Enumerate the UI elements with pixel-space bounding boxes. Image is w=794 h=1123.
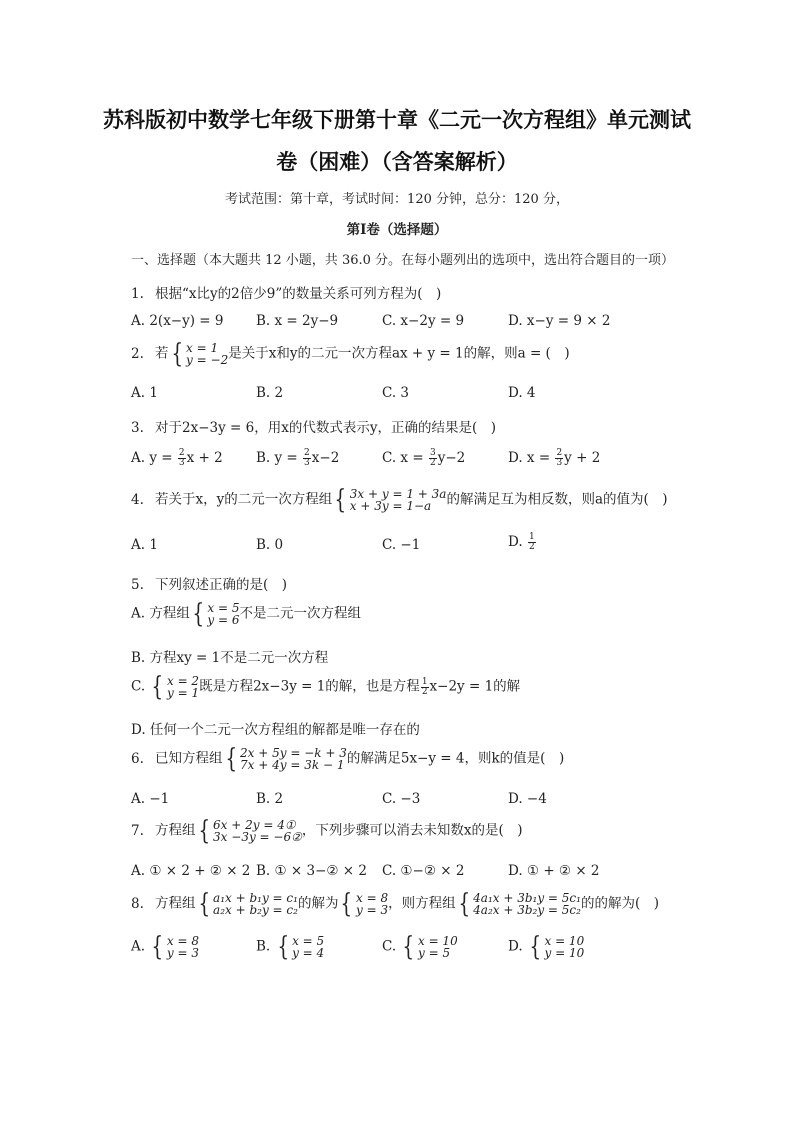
option-b[interactable]: B. y = $\frac{2}{3}$ x−2 [256, 448, 340, 468]
equation-system: { 4a₁x + 3b₁y = 5c₁ 4a₂x + 3b₂y = 5c₂ [458, 889, 581, 919]
equation-system: { 6x + 2y = 4① 3x −3y = −6② [197, 816, 302, 846]
question-number: 1. [131, 286, 144, 302]
option-a[interactable]: A. −1 [131, 791, 170, 807]
section-heading: 一、选择题（本大题共 12 小题，共 36.0 分。在每小题列出的选项中，选出符合题目的一项） [131, 253, 675, 268]
question-stem-suffix: 是关于x和y的二元一次方程ax + y = 1的解，则a = ( ) [228, 345, 570, 362]
equation-system: { x = 8 y = 3 [151, 932, 199, 962]
option-b[interactable]: B. x = 2y−9 [256, 313, 339, 329]
equation-system: { x = 2 y = 1 [151, 672, 200, 702]
question-stem-suffix: 的解满足互为相反数，则a的值为( ) [446, 491, 668, 508]
question-number: 4. [131, 491, 144, 508]
question-stem-prefix: 若关于x，y的二元一次方程组 [155, 491, 333, 508]
option-c[interactable]: C. ①−② × 2 [382, 863, 465, 879]
option-a[interactable]: A. 方程组 { x = 5 y = 6 不是二元一次方程组 [131, 599, 361, 629]
option-a[interactable]: A. { x = 8 y = 3 [131, 932, 199, 962]
question-1 [131, 282, 441, 302]
option-d[interactable]: D. 4 [508, 385, 536, 401]
question-number: 6. [131, 750, 144, 767]
option-a[interactable]: A. ① × 2 + ② × 2 [131, 863, 251, 879]
question-stem: 下列叙述正确的是( ) [155, 577, 288, 593]
question-stem-prefix: 已知方程组 [155, 750, 223, 767]
equation-system: { x = 5 y = 4 [276, 932, 325, 962]
option-b[interactable]: B. 方程xy = 1不是二元一次方程 [131, 650, 329, 666]
fraction: $\frac{2}{3}$ [304, 448, 310, 468]
equation-system: { 3x + y = 1 + 3a x + 3y = 1−a [334, 485, 447, 515]
equation-row: 3x + y = 1 + 3a [349, 487, 447, 501]
exam-info: 考试范围：第十章，考试时间：120 分钟，总分：120 分， [225, 192, 569, 207]
option-d[interactable]: D. ① + ② × 2 [508, 863, 600, 879]
option-a[interactable]: A. 1 [131, 537, 158, 553]
question-3 [131, 416, 496, 436]
question-number: 3. [131, 420, 144, 436]
question-number: 7. [131, 822, 144, 839]
question-stem: 对于2x−3y = 6，用x的代数式表示y，正确的结果是( ) [155, 420, 496, 436]
option-b[interactable]: B. 2 [256, 385, 284, 401]
question-stem-suffix: ，下列步骤可以消去未知数x的是( ) [301, 822, 523, 839]
option-b[interactable]: B. { x = 5 y = 4 [256, 932, 325, 962]
equation-system: { a₁x + b₁y = c₁ a₂x + b₂y = c₂ [197, 889, 298, 919]
question-number: 8. [131, 895, 144, 912]
equation-system: { x = 8 y = 3 [340, 889, 389, 919]
option-b[interactable]: B. ① × 3−② × 2 [256, 863, 367, 879]
option-a[interactable]: A. 1 [131, 385, 158, 401]
option-d[interactable]: D. { x = 10 y = 10 [508, 932, 585, 962]
question-2 [131, 341, 570, 367]
document-title-line-2: 卷（困难）（含答案解析） [276, 150, 518, 174]
option-b[interactable]: B. 2 [256, 791, 284, 807]
question-4 [131, 487, 668, 513]
option-d[interactable]: D. −4 [508, 791, 547, 807]
question-stem: 根据“x比y的2倍少9”的数量关系可列方程为( ) [155, 286, 442, 302]
option-c[interactable]: C. x−2y = 9 [382, 313, 465, 329]
option-c[interactable]: C. x = $\frac{3}{2}$ y−2 [382, 448, 466, 468]
equation-row: y = −2 [186, 353, 229, 367]
option-c[interactable]: C. 3 [382, 385, 410, 401]
option-c[interactable]: C. −1 [382, 537, 421, 553]
question-stem-suffix: 的解满足5x−y = 4，则k的值是( ) [346, 750, 565, 767]
fraction: $\frac{2}{3}$ [178, 448, 185, 468]
option-c[interactable]: C. { x = 10 y = 5 [382, 932, 458, 962]
equation-row: x = 1 [186, 341, 219, 355]
question-6 [131, 746, 564, 772]
question-7 [131, 818, 523, 844]
question-number: 2. [131, 345, 144, 362]
option-c[interactable]: C. −3 [382, 791, 421, 807]
question-stem-prefix: 若 [155, 345, 169, 362]
equation-system: { x = 10 y = 5 [402, 932, 458, 962]
fraction: $\frac{1}{2}$ [421, 676, 428, 697]
question-stem-suffix: 的的解为( ) [580, 895, 660, 912]
question-stem-prefix: 方程组 [155, 895, 196, 912]
option-c[interactable]: C. { x = 2 y = 1 既是方程2x−3y = 1的解，也是方程 $\frac{1}{2}$ x−2y = 1的解 [131, 672, 521, 702]
option-d[interactable]: D. 任何一个二元一次方程组的解都是唯一存在的 [131, 722, 420, 738]
equation-system: { x = 10 y = 10 [529, 932, 585, 962]
fraction: $\frac{1}{2}$ [528, 532, 535, 552]
equation-system: { x = 5 y = 6 [192, 599, 240, 629]
option-b[interactable]: B. 0 [256, 537, 284, 553]
question-stem-prefix: 方程组 [155, 822, 196, 839]
question-5 [131, 573, 287, 593]
option-d[interactable]: D. $\frac{1}{2}$ [508, 532, 535, 552]
fraction: $\frac{2}{3}$ [556, 448, 563, 468]
option-d[interactable]: D. x = $\frac{2}{3}$ y + 2 [508, 448, 601, 468]
question-number: 5. [131, 577, 144, 593]
equation-system: { x = 1 y = −2 [170, 339, 229, 369]
part-title: 第Ⅰ卷（选择题） [346, 222, 448, 238]
document-title-line-1: 苏科版初中数学七年级下册第十章《二元一次方程组》单元测试 [103, 108, 691, 132]
fraction: $\frac{3}{2}$ [429, 448, 436, 468]
question-8: 8. 方程组 { a₁x + b₁y = c₁ a₂x + b₂y = c₂ 的解为 { x = 8 y = 3 ，则方程组 { 4a₁x + 3b₁y = 5c₁ 4a₂x + 3b₂y = 5c₂ 的的解为( ) [131, 889, 660, 919]
equation-row: x + 3y = 1−a [349, 499, 432, 513]
option-d[interactable]: D. x−y = 9 × 2 [508, 313, 611, 329]
equation-system: { 2x + 5y = −k + 3 7x + 4y = 3k − 1 [224, 744, 347, 774]
option-a[interactable]: A. y = $\frac{2}{3}$ x + 2 [131, 448, 223, 468]
option-a[interactable]: A. 2(x−y) = 9 [131, 313, 224, 329]
